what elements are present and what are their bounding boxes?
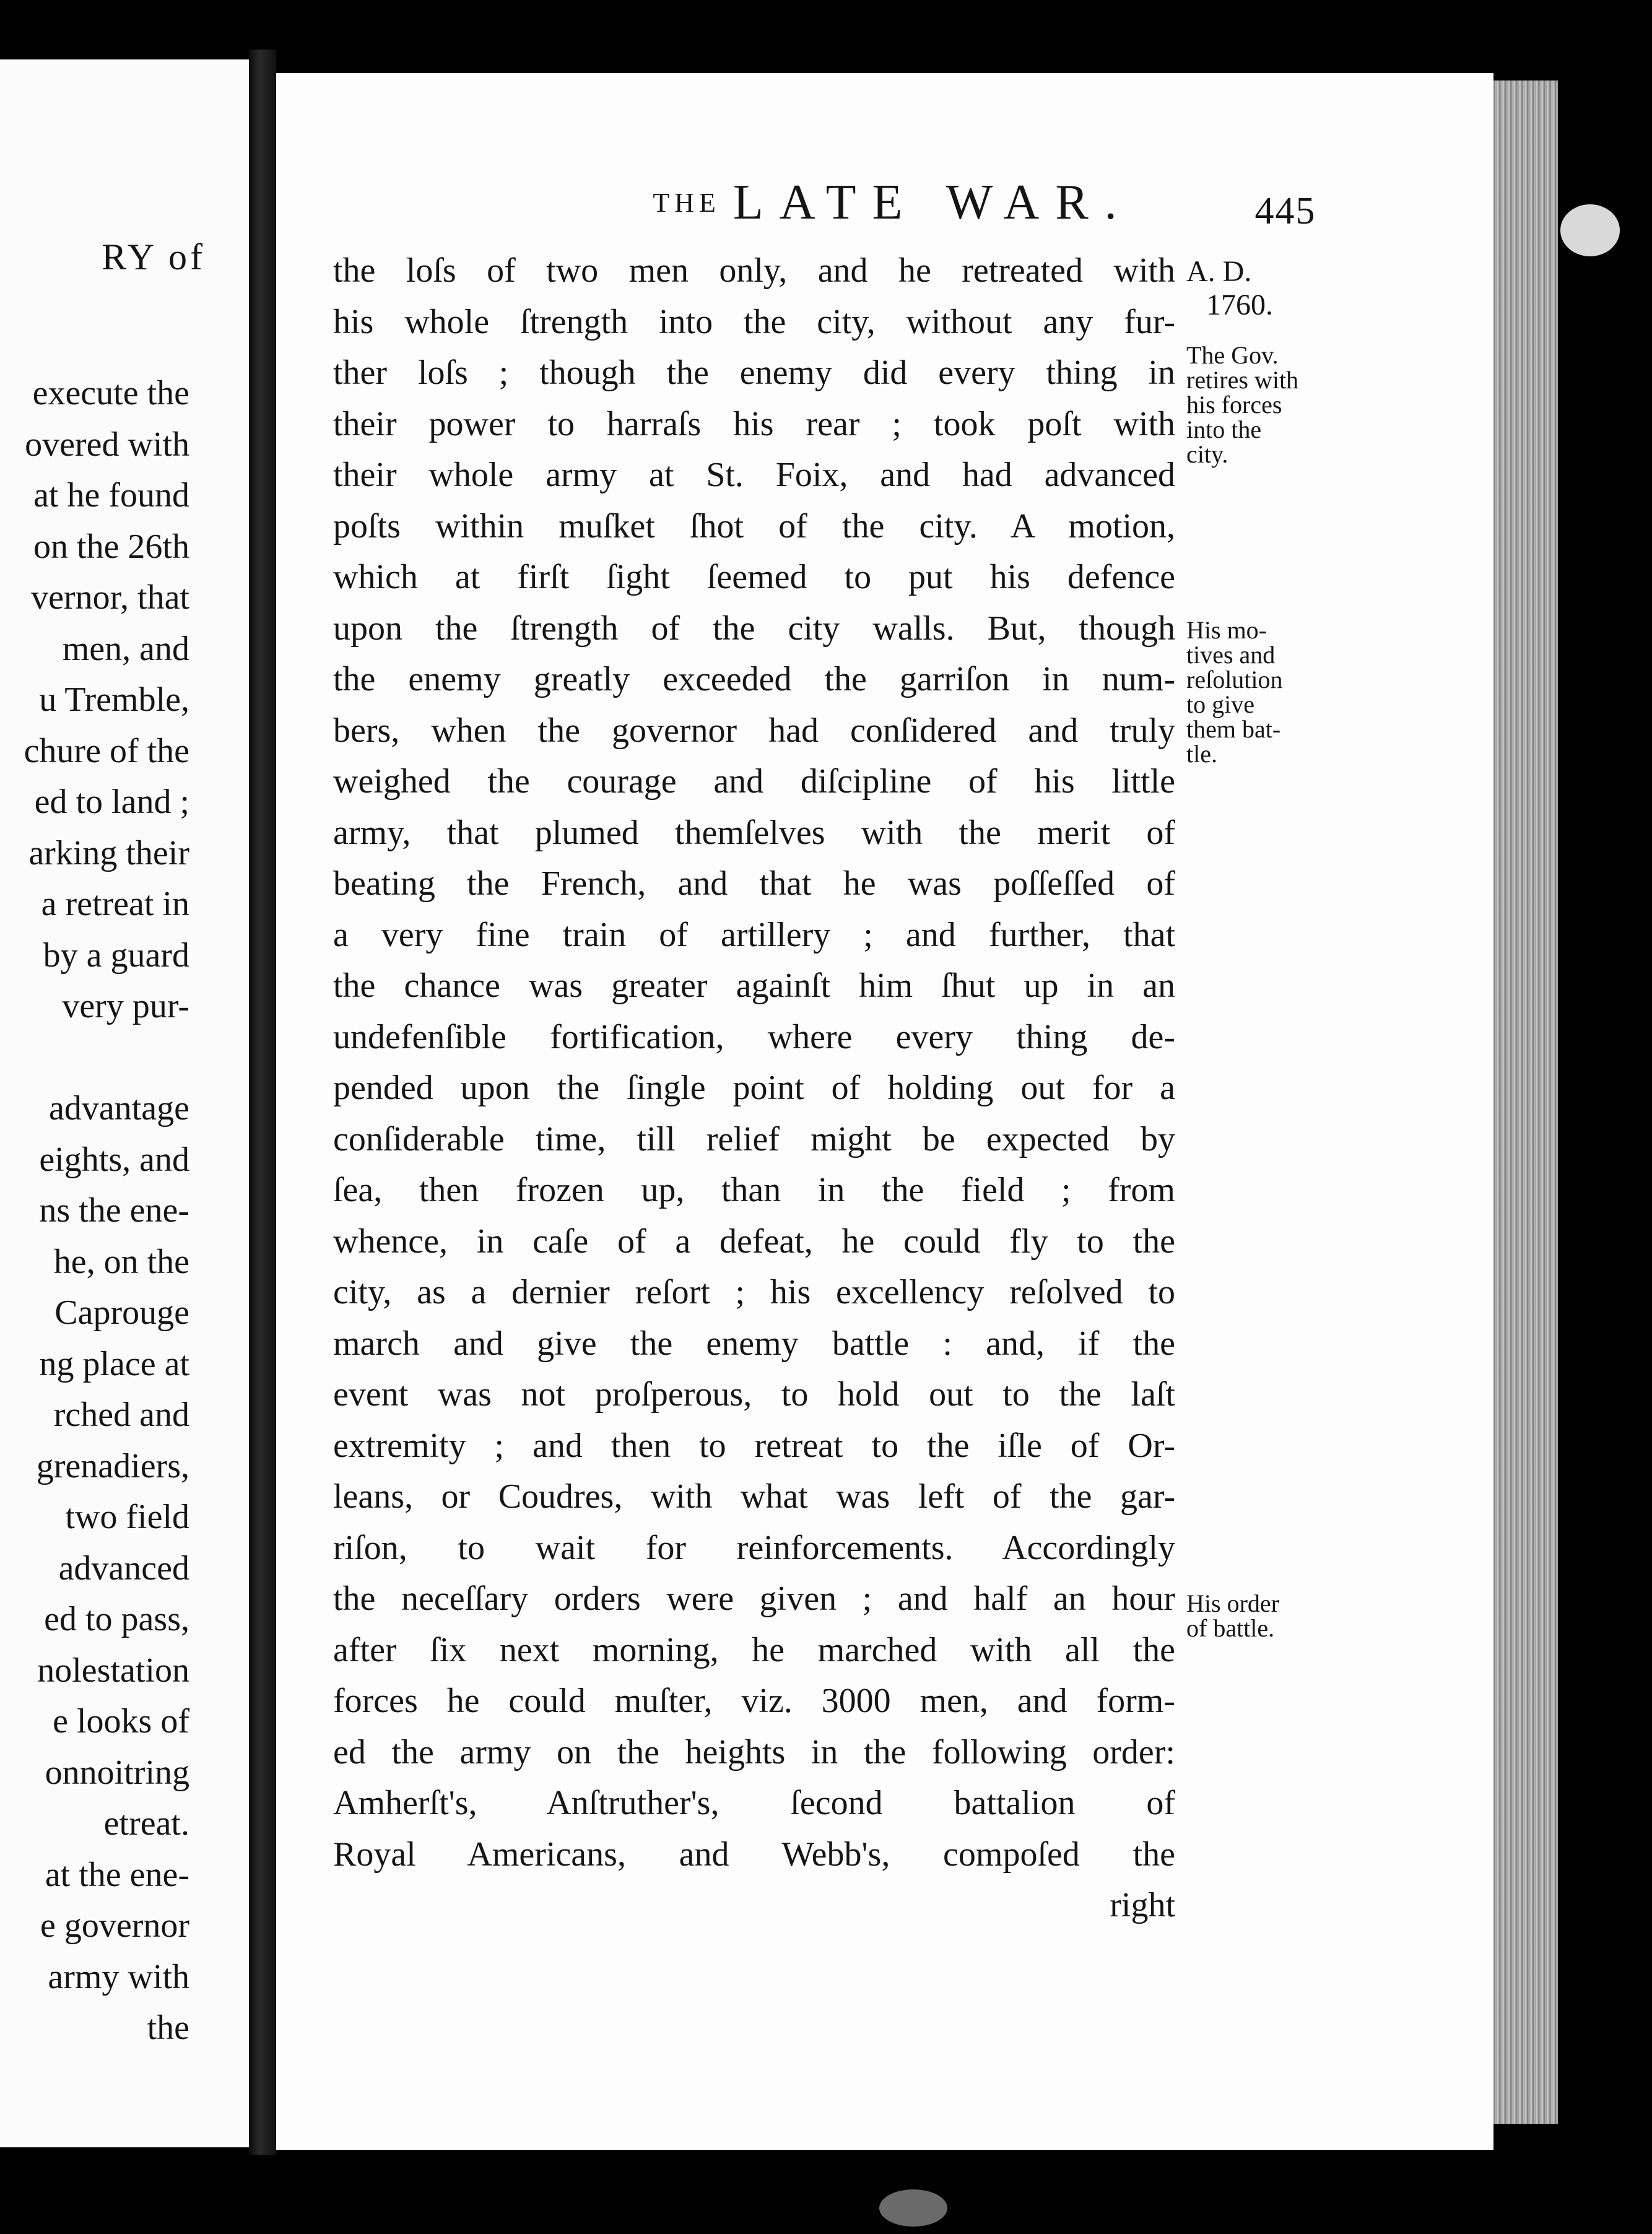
left-text-block: [0, 368, 189, 2054]
margin-note-motives: [1186, 618, 1283, 767]
page-edge-stack: [1485, 80, 1558, 2124]
margin-note-line: retires with: [1186, 366, 1299, 394]
left-line: army with: [48, 1957, 189, 1996]
margin-note-order: [1186, 1591, 1279, 1641]
page-number: 445: [1254, 190, 1316, 232]
left-line: u Tremble,: [39, 680, 189, 719]
left-line: arking their: [28, 833, 189, 872]
text-line: bers, when the governor had conſidered and truly: [333, 711, 1175, 750]
text-line: Amherſt's, Anſtruther's, ſecond battalion of: [333, 1784, 1175, 1822]
text-line: whence, in caſe of a defeat, he could fly to the: [333, 1222, 1175, 1261]
left-line: Caprouge: [54, 1293, 189, 1332]
text-line: event was not proſperous, to hold out to the laſt: [333, 1375, 1175, 1414]
margin-note-line: of battle.: [1186, 1614, 1275, 1642]
left-line: men, and: [62, 629, 189, 668]
text-line: ed the army on the heights in the following order:: [333, 1732, 1175, 1771]
text-line: beating the French, and that he was poſſeſſed of: [333, 864, 1175, 903]
margin-note-line: them bat-: [1186, 715, 1281, 743]
left-page: [0, 59, 249, 2147]
left-line: vernor, that: [31, 578, 189, 617]
text-line: pended upon the ſingle point of holding out for a: [333, 1069, 1175, 1107]
margin-note-line: tle.: [1186, 740, 1217, 768]
text-line: conſiderable time, till relief might be expected by: [333, 1119, 1175, 1158]
left-line: advantage: [49, 1089, 189, 1128]
left-line: ed to land ;: [34, 783, 189, 821]
left-line: on the 26th: [33, 527, 189, 566]
left-line: advanced: [58, 1549, 189, 1588]
margin-note-line: The Gov.: [1186, 341, 1279, 369]
text-line: march and give the enemy battle : and, if the: [333, 1324, 1175, 1363]
text-line: ſea, then frozen up, than in the field ; from: [333, 1171, 1175, 1209]
left-running-head: RY of: [102, 237, 206, 277]
body-text: [333, 245, 1175, 1931]
text-line: poſts within muſket ſhot of the city. A motion,: [333, 506, 1175, 545]
left-line: onnoitring: [45, 1753, 189, 1792]
text-line: weighed the courage and diſcipline of his little: [333, 762, 1175, 801]
left-line: the: [147, 2009, 189, 2047]
text-line: which at firſt ſight ſeemed to put his defence: [333, 558, 1175, 596]
text-line: the enemy greatly exceeded the garriſon in num-: [333, 660, 1175, 698]
text-line: riſon, to wait for reinforcements. Accordingly: [333, 1528, 1175, 1567]
book-gutter: [249, 50, 276, 2155]
margin-note-line: His mo-: [1186, 616, 1267, 644]
running-head: [503, 175, 1283, 231]
margin-note-line: city.: [1186, 440, 1228, 468]
text-line: the neceſſary orders were given ; and half an hour: [333, 1580, 1175, 1618]
left-line: by a guard: [43, 936, 189, 975]
scan-blot: [879, 2189, 947, 2227]
left-line: e looks of: [53, 1702, 189, 1741]
text-line: ther loſs ; though the enemy did every thing in: [333, 354, 1175, 392]
margin-note-line: tives and: [1186, 641, 1276, 669]
left-line: grenadiers,: [36, 1446, 189, 1485]
left-line: etreat.: [103, 1804, 189, 1843]
left-line: a retreat in: [41, 885, 189, 923]
text-line: undefenſible fortification, where every thing de-: [333, 1017, 1175, 1056]
left-line: two field: [65, 1498, 189, 1536]
margin-note-year: [1186, 255, 1273, 322]
left-line: ns the ene-: [39, 1191, 189, 1230]
text-line: forces he could muſter, viz. 3000 men, and form-: [333, 1682, 1175, 1720]
left-line: rched and: [53, 1396, 189, 1434]
margin-note-line: his forces: [1186, 391, 1282, 419]
text-line: extremity ; and then to retreat to the iſle of Or-: [333, 1426, 1175, 1465]
left-line: e governor: [40, 1906, 189, 1945]
text-line: Royal Americans, and Webb's, compoſed the: [333, 1835, 1175, 1874]
text-line: the loſs of two men only, and he retreated with: [333, 251, 1175, 290]
text-line: leans, or Coudres, with what was left of the gar-: [333, 1477, 1175, 1516]
margin-note-line: to give: [1186, 690, 1254, 718]
right-page: [276, 73, 1493, 2150]
catchword: right: [1110, 1886, 1175, 1924]
text-line: upon the ſtrength of the city walls. But, though: [333, 609, 1175, 648]
scan-blot: [1560, 204, 1620, 256]
left-line: ed to pass,: [44, 1600, 189, 1638]
left-line: ng place at: [39, 1344, 189, 1383]
running-head-title: LATE WAR.: [733, 175, 1133, 230]
left-line: overed with: [25, 425, 189, 464]
left-line: at the ene-: [45, 1855, 189, 1894]
left-line: at he found: [33, 476, 189, 515]
margin-note-line: reſolution: [1186, 666, 1283, 693]
left-line: he, on the: [53, 1242, 189, 1281]
text-line: the chance was greater againſt him ſhut up in an: [333, 967, 1175, 1005]
text-line: their whole army at St. Foix, and had advanced: [333, 456, 1175, 494]
margin-note-line: 1760.: [1206, 289, 1273, 321]
left-line: eights, and: [39, 1140, 189, 1179]
left-line: chure of the: [24, 731, 189, 770]
text-line: army, that plumed themſelves with the merit of: [333, 813, 1175, 852]
left-line: [0, 1032, 189, 1084]
text-line: city, as a dernier reſort ; his excellency reſolved to: [333, 1273, 1175, 1311]
left-line: execute the: [32, 374, 189, 412]
margin-note-line: into the: [1186, 415, 1262, 443]
text-line: a very fine train of artillery ; and further, that: [333, 915, 1175, 954]
text-line: his whole ſtrength into the city, without any fur-: [333, 302, 1175, 341]
left-line: nolestation: [37, 1651, 189, 1690]
text-line: their power to harraſs his rear ; took poſt with: [333, 404, 1175, 443]
margin-note-line: His order: [1186, 1589, 1279, 1617]
margin-note-line: A. D.: [1186, 255, 1252, 288]
left-line: very pur-: [62, 987, 189, 1025]
text-line: after ſix next morning, he marched with all the: [333, 1630, 1175, 1669]
running-head-article: THE: [653, 188, 721, 218]
margin-note-retires: [1186, 343, 1298, 467]
